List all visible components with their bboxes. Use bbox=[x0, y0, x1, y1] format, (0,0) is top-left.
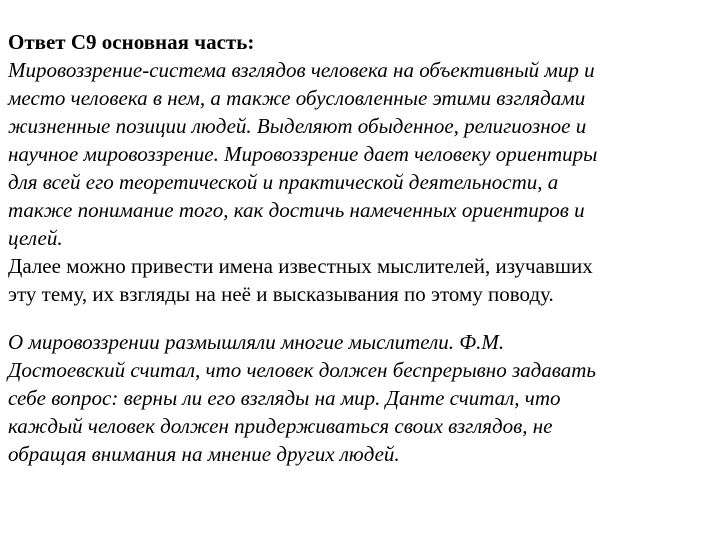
definition-paragraph: Мировоззрение-система взглядов человека на объективный мир и место человека в нем, а также обусловленные этими взглядами жизненные позиции людей. Выделяют обыденное, религиозное и научное мировоззрение. Мировоззрение дает человеку ориентиры для всей его теоретической и практической деятельности, а также понимание того, как достичь намеченных ориентиров и целей. bbox=[8, 58, 598, 250]
slide-content bbox=[8, 28, 708, 468]
answer-heading: Ответ С9 основная часть: bbox=[8, 30, 255, 54]
paragraph-spacer bbox=[8, 308, 708, 328]
further-paragraph: Далее можно привести имена известных мыслителей, изучавших эту тему, их взгляды на неё и высказывания по этому поводу. bbox=[8, 254, 593, 306]
thinkers-paragraph: О мировоззрении размышляли многие мыслители. Ф.М. Достоевский считал, что человек должен беспрерывно задавать себе вопрос: верны ли его взгляды на мир. Данте считал, что каждый человек должен придерживаться своих взглядов, не обращая внимания на мнение других людей. bbox=[8, 330, 596, 466]
